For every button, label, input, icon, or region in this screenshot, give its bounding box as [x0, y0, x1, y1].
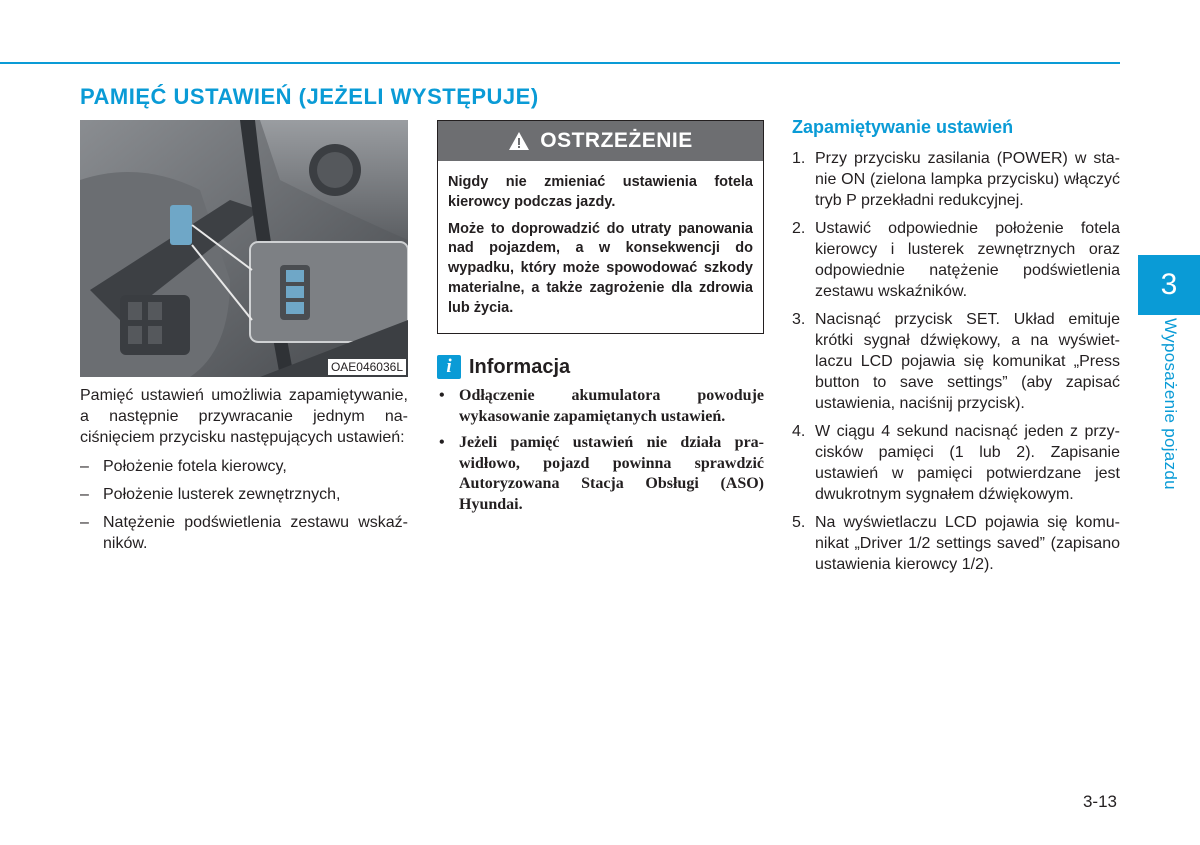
list-item: • Jeżeli pamięć ustawień nie działa prawidłowo, pojazd powinna sprawdzić Autoryzowana Stacja Obsługi (ASO) Hyundai. — [437, 433, 764, 515]
list-item: • Odłączenie akumulatora powoduje wykasowanie zapamiętanych ustawień. — [437, 386, 764, 427]
info-icon: i — [437, 355, 461, 379]
procedure-step — [792, 421, 1120, 505]
info-title: Informacja — [469, 355, 571, 378]
procedure-steps — [792, 148, 1120, 582]
memory-items-list — [80, 456, 408, 554]
step-number: 2. — [792, 220, 806, 237]
intro-section — [80, 385, 408, 561]
warning-body — [438, 161, 763, 319]
list-item: – Położenie fotela kierowcy, — [80, 456, 408, 477]
step-number: 4. — [792, 423, 806, 440]
intro-paragraph: Pamięć ustawień umożliwia zapamiętywanie, a następnie przywracanie jednym naciśnięciem przycisku następujących ustawień: — [80, 387, 408, 446]
step-text: Nacisnąć przycisk SET. Układ emituje krótki sygnał dźwiękowy, a na wyświetlaczu LCD pojawia się komunikat „Press button to save settings” (aby zapisać ustawienia, naciśnij przycisk). — [815, 311, 1120, 412]
header-rule — [0, 62, 1120, 64]
procedure-step — [792, 218, 1120, 302]
warning-header — [438, 121, 763, 161]
chapter-tab: 3 — [1138, 255, 1200, 315]
chapter-name: Wyposażenie pojazdu — [1161, 318, 1180, 490]
procedure-step — [792, 148, 1120, 211]
info-header — [437, 355, 570, 379]
warning-triangle-icon — [508, 131, 530, 151]
step-number: 5. — [792, 514, 806, 531]
door-memory-buttons-photo — [80, 120, 408, 377]
warning-paragraph: Nigdy nie zmieniać ustawienia fotela kierowcy podczas jazdy. — [448, 174, 753, 210]
step-text: W ciągu 4 sekund nacisnąć jeden z przycisków pamięci (1 lub 2). Zapisanie ustawień w pamięci potwierdzane jest dwukrotnym sygnałem dźwiękowym. — [815, 423, 1120, 503]
step-text: Ustawić odpowiednie położenie fotela kierowcy i lusterek zewnętrznych oraz odpowiednie natężenie podświetlenia zestawu wskaźników. — [815, 220, 1120, 300]
warning-box — [437, 120, 764, 334]
step-text: Na wyświetlaczu LCD pojawia się komunikat „Driver 1/2 settings saved” (zapisano ustawienia kierowcy 1/2). — [815, 514, 1120, 573]
list-item: – Położenie lusterek zewnętrznych, — [80, 484, 408, 505]
step-number: 3. — [792, 311, 806, 328]
warning-title: OSTRZEŻENIE — [540, 129, 693, 152]
page-title: PAMIĘĆ USTAWIEŃ (JEŻELI WYSTĘPUJE) — [80, 84, 539, 109]
list-item: – Natężenie podświetlenia zestawu wskaźników. — [80, 512, 408, 554]
section-heading: Zapamiętywanie ustawień — [792, 117, 1014, 137]
step-text: Przy przycisku zasilania (POWER) w stanie ON (zielona lampka przycisku) włączyć tryb P przekładni redukcyjnej. — [815, 150, 1120, 209]
procedure-step — [792, 512, 1120, 575]
figure-code: OAE046036L — [328, 359, 406, 375]
info-list — [437, 386, 764, 521]
warning-paragraph: Może to doprowadzić do utraty panowania nad pojazdem, a w konsekwencji do wypadku, który może spowodować szkody materialne, a także zagrożenie dla zdrowia lub życia. — [448, 220, 753, 316]
page-number: 3-13 — [1082, 792, 1117, 811]
door-panel-illustration — [80, 120, 408, 377]
procedure-step — [792, 309, 1120, 414]
step-number: 1. — [792, 150, 806, 167]
